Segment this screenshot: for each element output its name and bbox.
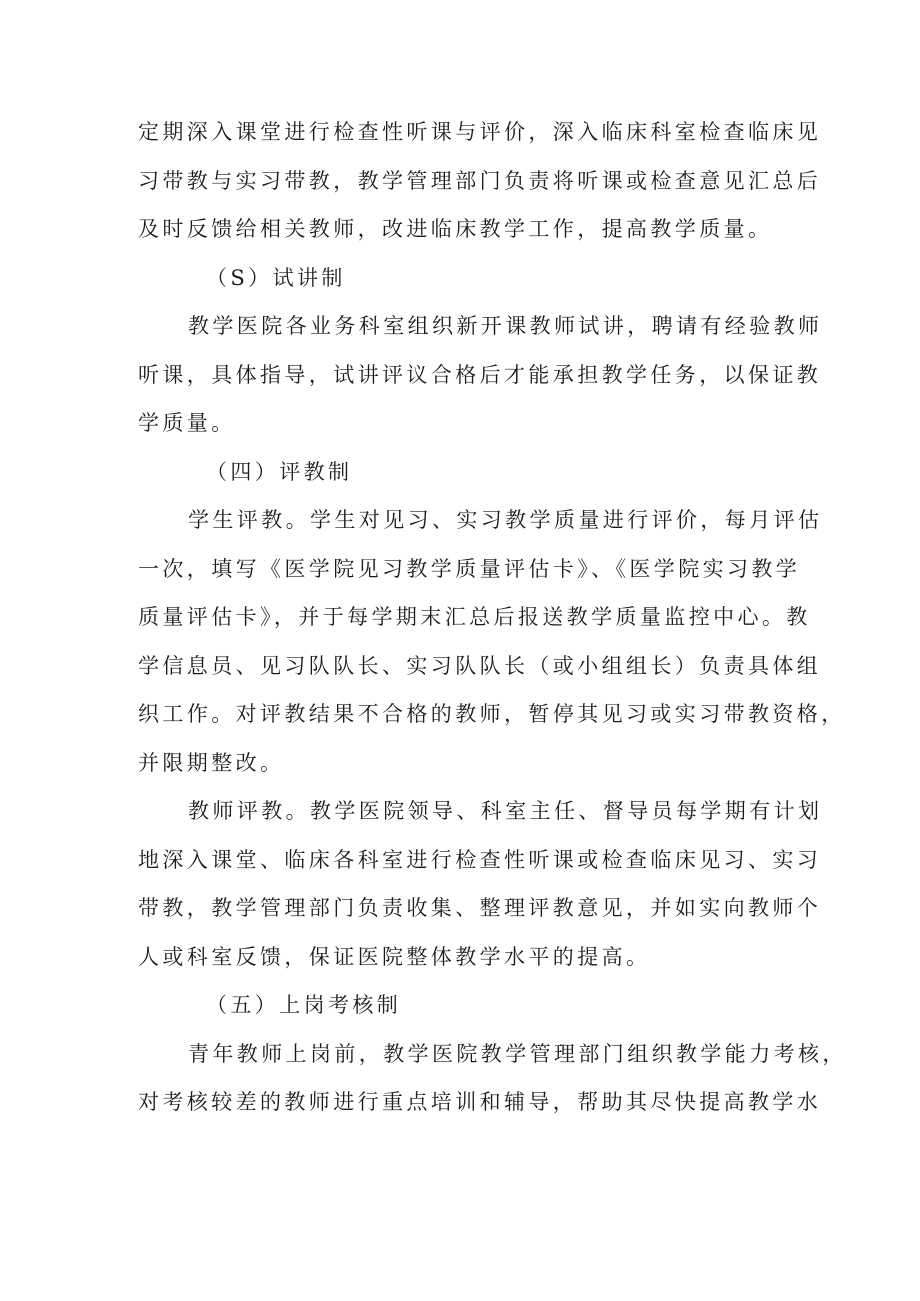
text-line: 习带教与实习带教，教学管理部门负责将听课或检查意见汇总后 [138,168,822,193]
text-line: 地深入课堂、临床各科室进行检查性听课或检查临床见习、实习 [138,847,822,872]
text-line: 教师评教。教学医院领导、科室主任、督导员每学期有计划 [188,799,823,823]
text-line: 青年教师上岗前，教学医院教学管理部门组织教学能力考核， [188,1041,847,1066]
section-heading-s-trial-lecture: （S）试讲制 [206,265,346,290]
section-heading-4-evaluation: （四）评教制 [206,459,353,484]
text-line: 对考核较差的教师进行重点培训和辅导，帮助其尽快提高教学水 [138,1090,822,1114]
text-line: 及时反馈给相关教师，改进临床教学工作，提高教学质量。 [138,217,773,241]
text-line: 学质量。 [138,411,236,435]
text-line: 一次，填写《医学院见习教学质量评估卡》、《医学院实习教学 [138,556,801,581]
text-line: 人或科室反馈，保证医院整体教学水平的提高。 [138,944,651,969]
text-line: 并限期整改。 [138,750,285,775]
text-line: 教学医院各业务科室组织新开课教师试讲，聘请有经验教师 [188,314,823,338]
text-line: 带教，教学管理部门负责收集、整理评教意见，并如实向教师个 [138,896,822,920]
text-line: 织工作。对评教结果不合格的教师，暂停其见习或实习带教资格， [138,702,846,726]
section-heading-5-job-assessment: （五）上岗考核制 [206,993,402,1017]
text-line: 学生评教。学生对见习、实习教学质量进行评价，每月评估 [188,508,823,532]
document-body [138,108,847,1127]
text-line: 质量评估卡》，并于每学期末汇总后报送教学质量监控中心。教 [138,605,811,629]
text-line: 听课，具体指导，试讲评议合格后才能承担教学任务，以保证教 [138,362,822,387]
text-line: 定期深入课堂进行检查性听课与评价，深入临床科室检查临床见 [138,120,822,144]
text-line: 学信息员、见习队队长、实习队队长（或小组组长）负责具体组 [138,653,822,678]
